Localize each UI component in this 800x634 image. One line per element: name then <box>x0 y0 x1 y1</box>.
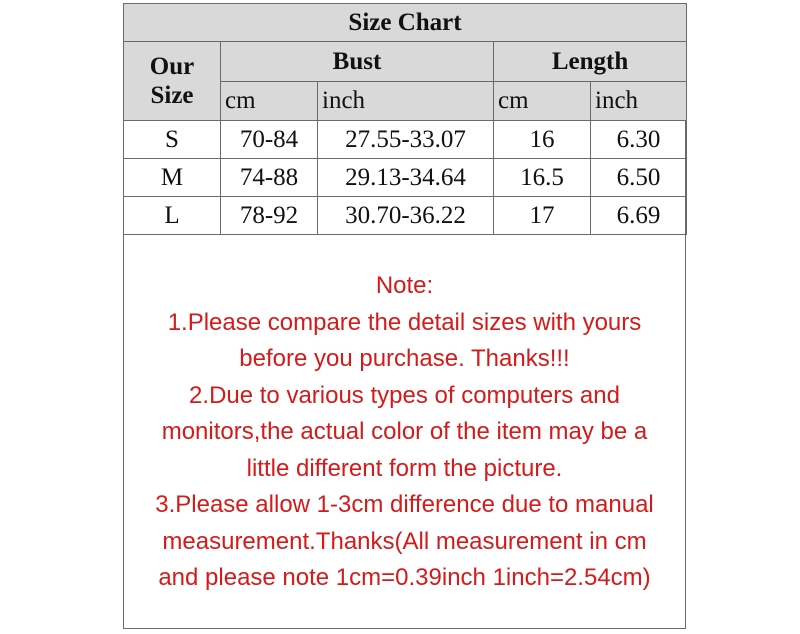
note-line: before you purchase. Thanks!!! <box>239 345 570 372</box>
our-size-header-line2: Size <box>124 81 221 121</box>
note-line: measurement.Thanks(All measurement in cm <box>162 527 647 555</box>
table-row <box>124 159 687 197</box>
bust-header: Bust <box>221 42 494 82</box>
note-block <box>124 268 685 597</box>
bust-cm-cell: 70-84 <box>221 121 318 159</box>
length-cm-cell: 16.5 <box>494 159 591 197</box>
length-cm-cell: 17 <box>494 197 591 235</box>
length-cm-header: cm <box>494 81 591 121</box>
note-line: and please note 1cm=0.39inch 1inch=2.54cm) <box>158 564 651 591</box>
note-line: 1.Please compare the detail sizes with yours <box>167 308 642 336</box>
size-cell: S <box>124 121 221 159</box>
bust-inch-header: inch <box>318 81 494 121</box>
length-inch-header: inch <box>591 81 687 121</box>
bust-inch-cell: 27.55-33.07 <box>318 121 494 159</box>
bust-cm-header: cm <box>221 81 318 121</box>
size-cell: L <box>124 197 221 235</box>
note-line: monitors,the actual color of the item may be a <box>161 418 648 445</box>
size-cell: M <box>124 159 221 197</box>
note-line: 2.Due to various types of computers and <box>189 381 620 409</box>
size-chart-table <box>123 3 687 235</box>
note-line: 3.Please allow 1-3cm difference due to manual <box>155 491 654 518</box>
our-size-header: Our <box>124 42 221 82</box>
length-inch-cell: 6.69 <box>591 197 687 235</box>
table-row <box>124 121 687 159</box>
length-inch-cell: 6.50 <box>591 159 687 197</box>
table-row <box>124 197 687 235</box>
note-heading: Note: <box>375 272 434 299</box>
chart-title: Size Chart <box>124 4 687 42</box>
length-inch-cell: 6.30 <box>591 121 687 159</box>
length-header: Length <box>494 42 687 82</box>
bust-cm-cell: 78-92 <box>221 197 318 235</box>
bust-inch-cell: 30.70-36.22 <box>318 197 494 235</box>
note-line: little different form the picture. <box>246 454 563 482</box>
bust-cm-cell: 74-88 <box>221 159 318 197</box>
length-cm-cell: 16 <box>494 121 591 159</box>
bust-inch-cell: 29.13-34.64 <box>318 159 494 197</box>
